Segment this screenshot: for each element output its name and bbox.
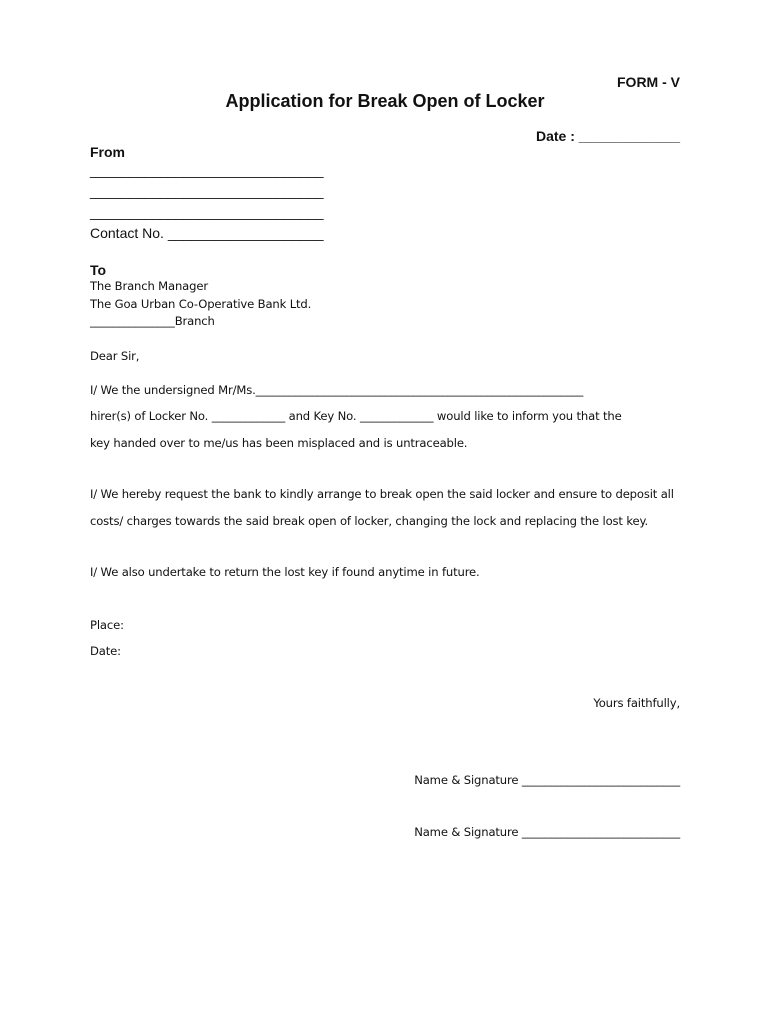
from-line-3[interactable]: ______________________________ [90,204,324,220]
page-title: Application for Break Open of Locker [225,91,545,111]
signature-line-2[interactable]: Name & Signature ____________________________ [414,825,680,839]
to-label: To [90,262,107,278]
bank-name: The Goa Urban Co-Operative Bank Ltd. [90,297,312,311]
closing: Yours faithfully, [593,696,680,710]
from-line-1[interactable]: ______________________________ [90,162,324,178]
paragraph1-line-3: key handed over to me/us has been misplaced and is untraceable. [90,436,468,450]
branch-field[interactable]: _______________Branch [90,314,215,328]
salutation: Dear Sir, [90,349,140,363]
paragraph3: I/ We also undertake to return the lost key if found anytime in future. [90,565,480,579]
form-number: FORM - V [617,74,680,90]
contact-number-field[interactable]: Contact No. ____________________ [90,225,324,241]
from-line-2[interactable]: ______________________________ [90,183,324,199]
signature-line-1[interactable]: Name & Signature ____________________________ [414,773,680,787]
place-field[interactable]: Place: [90,618,124,632]
paragraph1-line-1: I/ We the undersigned Mr/Ms.__________________________________________________________ [90,383,584,397]
date-field[interactable]: Date : _____________ [535,128,680,144]
date-line[interactable]: Date: [90,644,121,658]
paragraph1-line-2: hirer(s) of Locker No. _____________ and Key No. _____________ would like to inform you that the [90,409,622,423]
paragraph2-line-2: costs/ charges towards the said break open of locker, changing the lock and replacing the lost key. [90,514,649,528]
recipient-title: The Branch Manager [90,279,208,293]
from-label: From [90,144,125,160]
paragraph2-line-1: I/ We hereby request the bank to kindly arrange to break open the said locker and ensure to deposit all [90,487,674,501]
